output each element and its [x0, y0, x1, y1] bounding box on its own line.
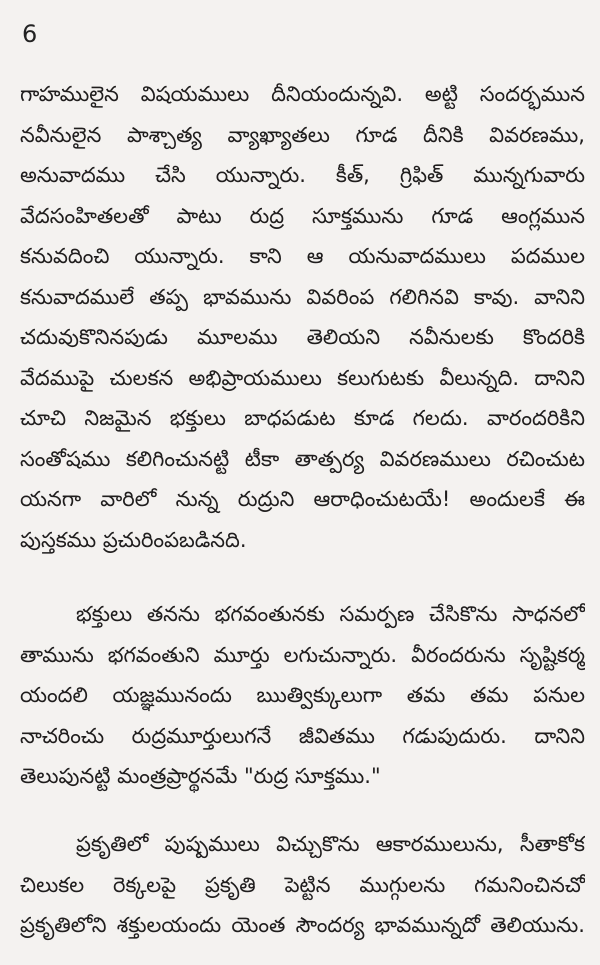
paragraph-line: వేదముపై చులకన అభిప్రాయములు కలుగుటకు వీలున్నది. దానిని	[20, 365, 585, 390]
paragraph-line: తెలుపునట్టి మంత్రప్రార్థనమే "రుద్ర సూక్తము."	[20, 764, 381, 788]
paragraph-line: పుస్తకము ప్రచురింపబడినది.	[20, 527, 247, 552]
paragraph-1	[20, 74, 585, 560]
paragraph-line: యందలి యజ్ఞమునందు ఋత్విక్కులుగా తమ తమ పనుల	[20, 683, 585, 707]
paragraph-line: అనువాదము చేసి యున్నారు. కీత్, గ్రిఫిత్ మున్నగువారు	[20, 163, 585, 187]
paragraph-line: సంతోషము కలిగించునట్టి టీకా తాత్పర్య వివరణములు రచించుట	[20, 446, 585, 471]
paragraph-line: నవీనులైన పాశ్చాత్య వ్యాఖ్యాతలు గూడ దీనికి వివరణము,	[20, 122, 585, 147]
paragraph-line: చూచి నిజమైన భక్తులు బాధపడుట కూడ గలదు. వారందరికిని	[20, 406, 585, 430]
paragraph-line: గాహములైన విషయములు దీనియందున్నవి. అట్టి సందర్భమున	[20, 82, 585, 106]
paragraph-line: కనువదించి యున్నారు. కాని ఆ యనువాదములు పదముల	[20, 244, 585, 268]
page-number: 6	[22, 20, 38, 48]
paragraph-line: ప్రకృతిలో పుష్పములు విచ్చుకొను ఆకారములును, సీతాకోక	[76, 832, 585, 856]
paragraph-line: నాచరించు రుద్రమూర్తులుగనే జీవితము గడుపుదురు. దానిని	[20, 723, 585, 748]
paragraph-line: యనగా వారిలో నున్న రుద్రుని ఆరాధించుటయే! అందులకే ఈ	[20, 487, 585, 511]
paragraph-line: ప్రకృతిలోని శక్తులయందు యెంత సౌందర్య భావమున్నదో తెలియును.	[20, 913, 585, 937]
paragraph-line: కనువాదములే తప్ప భావమును వివరింప గలిగినవి కావు. వానిని	[20, 284, 585, 309]
paragraph-line: చదువుకొనినపుడు మూలము తెలియని నవీనులకు కొందరికి	[20, 325, 585, 349]
paragraph-line: వేదసంహితలతో పాటు రుద్ర సూక్తమును గూడ ఆంగ్లమున	[20, 203, 585, 228]
paragraph-line: చిలుకల రెక్కలపై ప్రకృతి పెట్టిన ముగ్గులను గమనించినచో	[20, 872, 585, 897]
paragraph-3	[20, 824, 585, 946]
paragraph-line: భక్తులు తనను భగవంతునకు సమర్పణ చేసికొను సాధనలో	[76, 602, 585, 626]
paragraph-2	[20, 594, 585, 797]
paragraph-line: తామును భగవంతుని మూర్తు లగుచున్నారు. వీరందరును సృష్టికర్మ	[20, 642, 585, 667]
